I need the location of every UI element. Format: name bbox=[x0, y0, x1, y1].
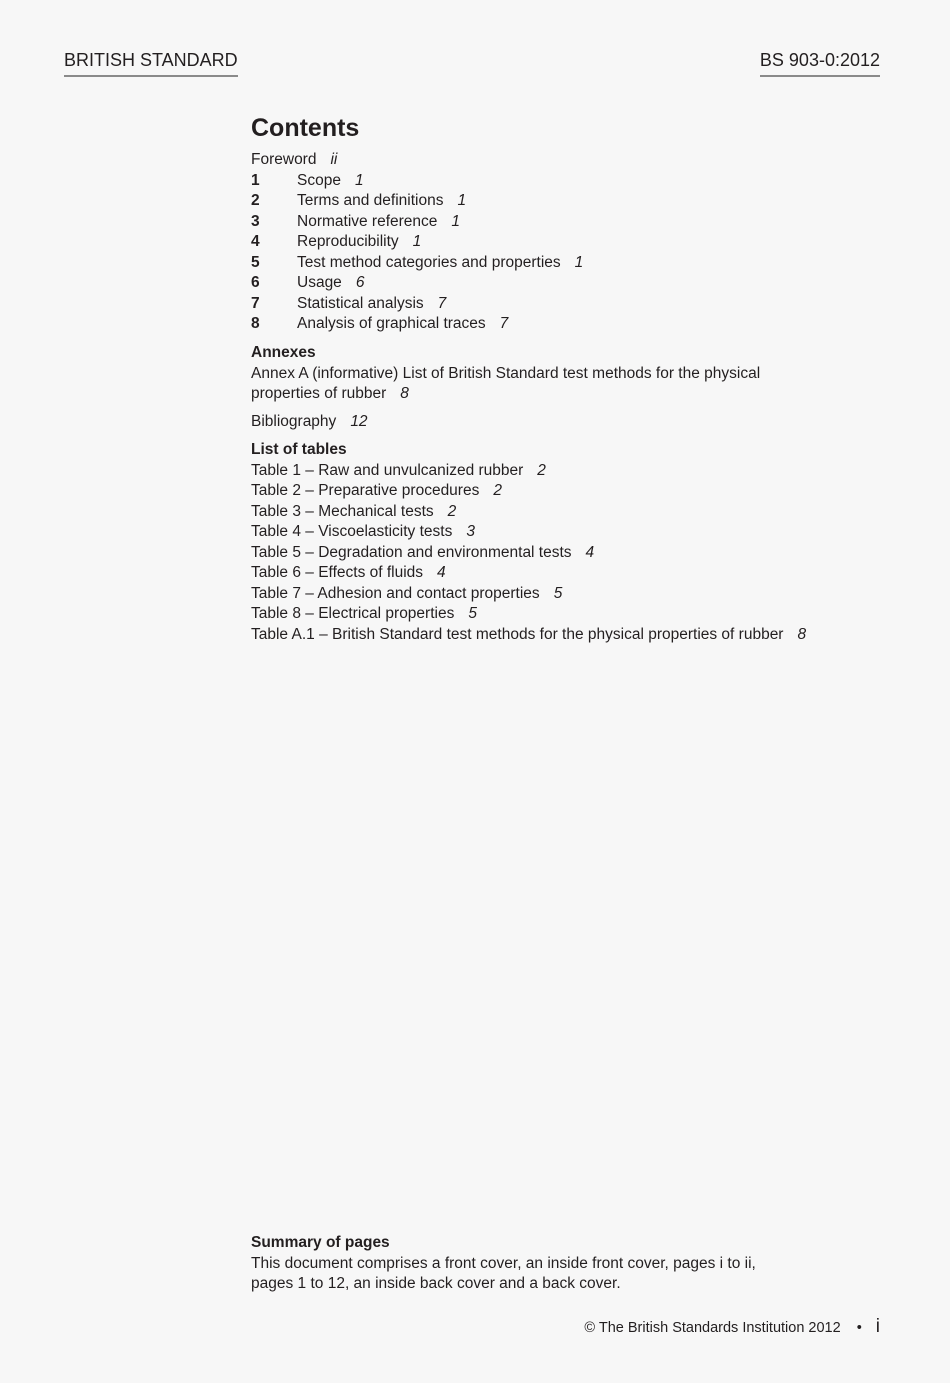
clause-number: 8 bbox=[251, 315, 260, 332]
toc-page: 1 bbox=[574, 253, 584, 271]
contents-title: Contents bbox=[251, 114, 360, 142]
copyright: © The British Standards Institution 2012 bbox=[584, 1320, 841, 1336]
list-of-tables bbox=[251, 440, 806, 645]
clause-number: 1 bbox=[251, 171, 260, 189]
summary-of-pages bbox=[251, 1233, 756, 1295]
table-label: Table 3 bbox=[251, 502, 301, 520]
toc-entry-foreword[interactable] bbox=[251, 150, 583, 171]
table-label: Table 7 bbox=[251, 584, 301, 602]
table-title: – Degradation and environmental tests bbox=[305, 543, 572, 561]
annex-a-line2: properties of rubber bbox=[251, 385, 387, 402]
table-label: Table 6 bbox=[251, 564, 301, 581]
table-title: – Effects of fluids bbox=[305, 564, 424, 581]
toc-page: 1 bbox=[457, 192, 467, 209]
table-label: Table 4 bbox=[251, 523, 301, 540]
toc-entry-bibliography[interactable] bbox=[251, 412, 760, 433]
tables-heading: List of tables bbox=[251, 441, 347, 458]
toc-entry-table[interactable] bbox=[251, 543, 806, 564]
bullet-separator: • bbox=[856, 1320, 862, 1336]
toc-entry-clause[interactable] bbox=[251, 232, 583, 253]
toc-entry-clause[interactable] bbox=[251, 253, 583, 274]
table-title: – Preparative procedures bbox=[305, 482, 480, 499]
toc-page: 5 bbox=[468, 605, 477, 622]
table-label: Table 8 bbox=[251, 605, 301, 622]
table-label: Table A.1 bbox=[251, 625, 315, 643]
annex-a-line1: Annex A (informative) List of British Standard test methods for the physical bbox=[251, 364, 761, 382]
toc-entry-clause[interactable] bbox=[251, 191, 583, 212]
toc-label: Reproducibility bbox=[297, 233, 399, 250]
toc-label: Terms and definitions bbox=[297, 192, 444, 209]
summary-line1: This document comprises a front cover, an inside front cover, pages i to ii, bbox=[251, 1254, 756, 1272]
clause-number: 6 bbox=[251, 274, 260, 291]
annexes-section bbox=[251, 343, 760, 432]
clause-number: 3 bbox=[251, 212, 260, 230]
toc-label: Normative reference bbox=[297, 212, 438, 230]
toc-entry-clause[interactable] bbox=[251, 273, 583, 294]
table-title: – Viscoelasticity tests bbox=[305, 523, 453, 540]
page-number: i bbox=[875, 1316, 880, 1337]
toc-page: 4 bbox=[585, 543, 595, 561]
toc-entry-table[interactable] bbox=[251, 563, 806, 584]
toc-label: Scope bbox=[297, 171, 341, 189]
toc-label: Bibliography bbox=[251, 412, 337, 430]
toc-entry-clause[interactable] bbox=[251, 212, 583, 233]
toc-page: 6 bbox=[355, 274, 365, 291]
toc-page: 1 bbox=[412, 233, 422, 250]
table-title: – Raw and unvulcanized rubber bbox=[305, 461, 524, 479]
toc-page: 1 bbox=[451, 212, 461, 230]
toc-page: 8 bbox=[797, 625, 807, 643]
annexes-heading: Annexes bbox=[251, 344, 316, 361]
table-title: – Electrical properties bbox=[305, 605, 455, 622]
toc-page: 2 bbox=[493, 482, 502, 499]
table-label: Table 1 bbox=[251, 461, 301, 479]
toc-page: 7 bbox=[437, 294, 447, 312]
table-title: – British Standard test methods for the physical properties of rubber bbox=[319, 625, 784, 643]
toc-page: 8 bbox=[400, 385, 409, 402]
toc-page: 2 bbox=[447, 502, 457, 520]
toc-page: 3 bbox=[466, 523, 475, 540]
table-label: Table 2 bbox=[251, 482, 301, 499]
toc-page: 12 bbox=[350, 412, 368, 430]
clause-number: 2 bbox=[251, 192, 260, 209]
header-standard-label: BRITISH STANDARD bbox=[64, 49, 238, 77]
toc-entry-clause[interactable] bbox=[251, 314, 583, 335]
toc-entry-table[interactable] bbox=[251, 461, 806, 482]
toc-entry-table[interactable] bbox=[251, 584, 806, 605]
toc-label: Statistical analysis bbox=[297, 294, 424, 312]
toc-label: Usage bbox=[297, 274, 342, 291]
toc-entry-annex-a[interactable] bbox=[251, 364, 760, 405]
toc-page: 7 bbox=[499, 315, 509, 332]
toc-page: 1 bbox=[354, 171, 364, 189]
toc-entry-table[interactable] bbox=[251, 502, 806, 523]
toc-entry-table[interactable] bbox=[251, 522, 806, 543]
toc-entry-clause[interactable] bbox=[251, 171, 583, 192]
toc-label: Foreword bbox=[251, 151, 317, 168]
toc-page: 4 bbox=[437, 564, 446, 581]
summary-heading: Summary of pages bbox=[251, 1234, 390, 1251]
toc-page: ii bbox=[330, 151, 338, 168]
toc-entry-clause[interactable] bbox=[251, 294, 583, 315]
page-footer bbox=[584, 1317, 880, 1338]
clause-number: 7 bbox=[251, 294, 260, 312]
table-title: – Adhesion and contact properties bbox=[305, 584, 540, 602]
toc-page: 5 bbox=[553, 584, 563, 602]
table-label: Table 5 bbox=[251, 543, 301, 561]
table-title: – Mechanical tests bbox=[305, 502, 434, 520]
toc-label: Test method categories and properties bbox=[297, 253, 561, 271]
summary-line2: pages 1 to 12, an inside back cover and a back cover. bbox=[251, 1275, 621, 1292]
toc-entry-table[interactable] bbox=[251, 481, 806, 502]
toc-entry-table[interactable] bbox=[251, 604, 806, 625]
toc-label: Analysis of graphical traces bbox=[297, 315, 486, 332]
clause-number: 5 bbox=[251, 253, 260, 271]
clause-number: 4 bbox=[251, 233, 260, 250]
contents-list bbox=[251, 150, 583, 335]
header-document-number: BS 903-0:2012 bbox=[760, 49, 880, 77]
toc-page: 2 bbox=[537, 461, 546, 479]
toc-entry-table[interactable] bbox=[251, 625, 806, 646]
